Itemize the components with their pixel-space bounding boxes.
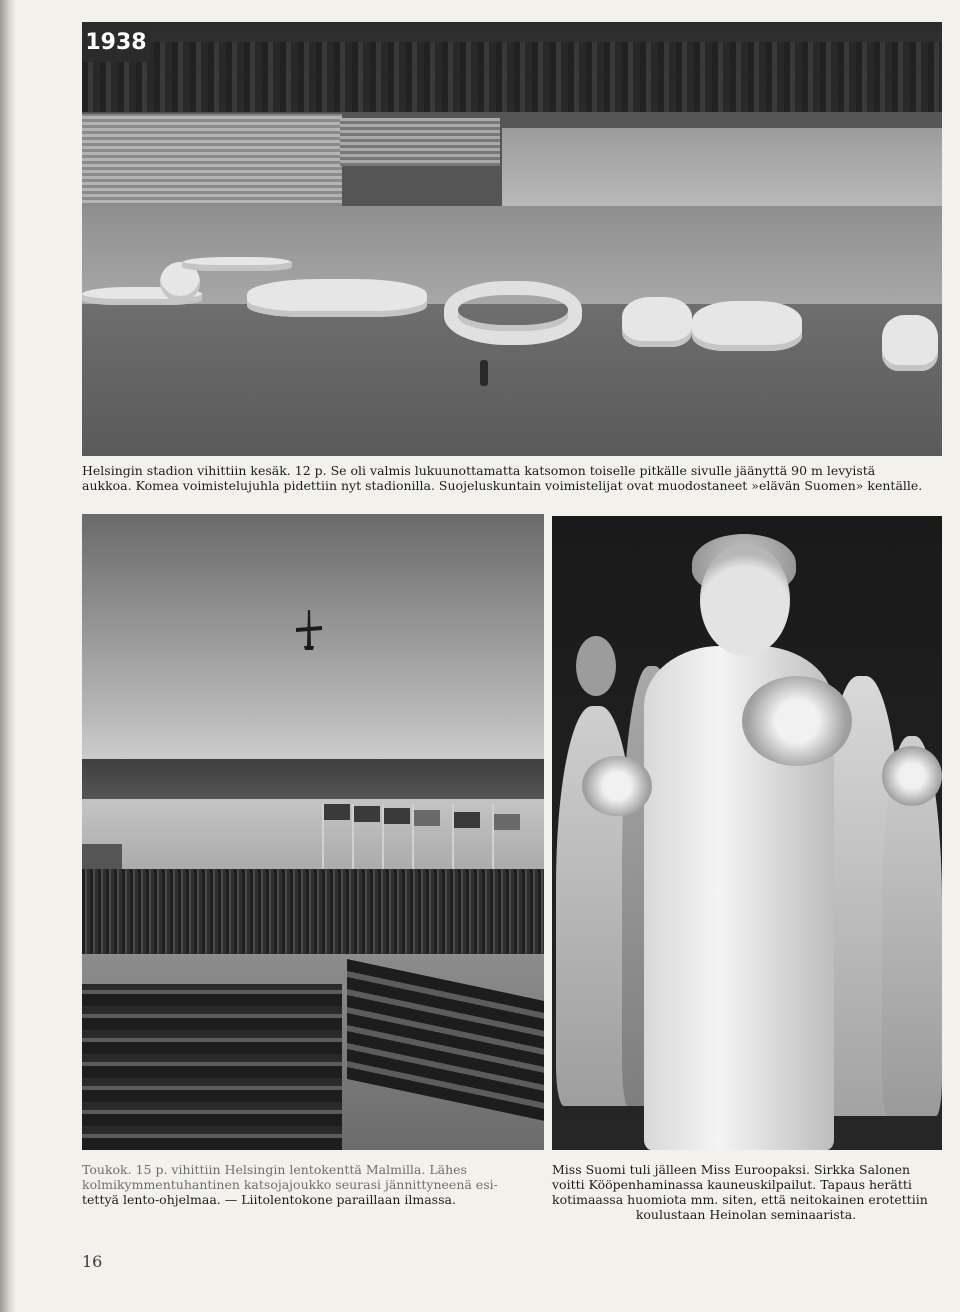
gymnast-formation xyxy=(82,257,942,352)
caption-line: tettyä lento-ohjelmaa. — Liitolentokone paraillaan ilmassa. xyxy=(82,1192,456,1207)
stadium-caption xyxy=(82,463,940,493)
caption-line: voitti Kööpenhaminassa kauneuskilpailut. Tapaus herätti xyxy=(552,1177,912,1192)
parked-cars xyxy=(82,984,342,1150)
glider-plane-icon xyxy=(294,606,324,656)
caption-line: Toukok. 15 p. vihittiin Helsingin lentokenttä Malmilla. Lähes xyxy=(82,1162,467,1177)
miss-suomi-portrait xyxy=(700,544,790,656)
flag xyxy=(354,806,380,822)
year-badge: 1938 xyxy=(82,22,150,62)
stadium-photo xyxy=(82,22,942,456)
airport-caption xyxy=(82,1162,512,1207)
caption-line: Miss Suomi tuli jälleen Miss Euroopaksi. Sirkka Salonen xyxy=(552,1162,911,1177)
airfield xyxy=(82,799,544,874)
caption-line: kotimaassa huomiota mm. siten, että neitokainen erotettiin xyxy=(552,1192,928,1207)
miss-suomi-caption xyxy=(552,1162,940,1222)
flower-bouquet xyxy=(582,756,652,816)
flag xyxy=(454,812,480,828)
stadium-stand-left xyxy=(82,114,342,206)
tree-texture xyxy=(82,42,942,112)
stadium-stand-center xyxy=(340,118,500,166)
spectator-crowd xyxy=(82,869,544,959)
caption-line: koulustaan Heinolan seminaarista. xyxy=(635,1207,857,1222)
flag xyxy=(384,808,410,824)
background-woman-head xyxy=(576,636,616,696)
flower-bouquet xyxy=(882,746,942,806)
caption-line: Helsingin stadion vihittiin kesäk. 12 p. Se oli valmis lukuunottamatta katsomon toiselle pitkälle sivulle jäänyttä 90 m levyistä xyxy=(82,463,876,478)
caption-line: aukkoa. Komea voimistelujuhla pidettiin nyt stadionilla. Suojeluskuntain voimistelijat ovat muodostaneet »elävän Suomen» kentälle. xyxy=(82,478,923,493)
caption-line: kolmikymmentuhantinen katsojajoukko seurasi jännittyneenä esi- xyxy=(82,1177,498,1192)
flag xyxy=(494,814,520,830)
person-on-field xyxy=(480,360,488,386)
airport-photo xyxy=(82,514,544,1150)
miss-suomi-photo xyxy=(552,516,942,1150)
page-binding-edge xyxy=(0,0,16,1312)
flag xyxy=(324,804,350,820)
forest-horizon xyxy=(82,759,544,799)
flag xyxy=(414,810,440,826)
stadium-wall xyxy=(502,128,942,208)
page-number: 16 xyxy=(82,1252,103,1271)
flower-bouquet xyxy=(742,676,852,766)
